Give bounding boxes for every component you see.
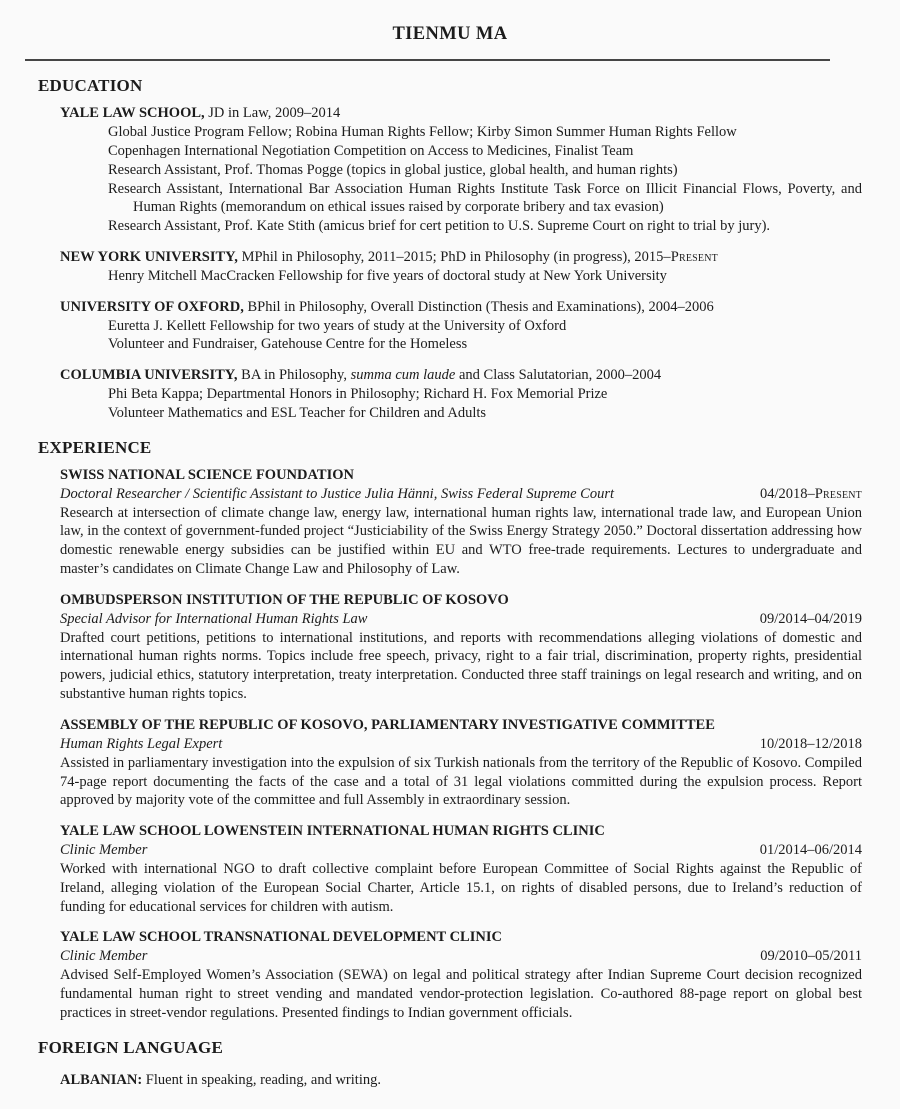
role-line: [60, 610, 862, 629]
foreign-language-heading: FOREIGN LANGUAGE: [38, 1037, 224, 1057]
education-entry-yale: [60, 104, 862, 236]
date-range: [760, 485, 862, 504]
organization-name: SWISS NATIONAL SCIENCE FOUNDATION: [60, 466, 354, 483]
institution-line: [60, 248, 862, 267]
institution-name: YALE LAW SCHOOL,: [60, 105, 205, 122]
experience-entry-snsf: [60, 466, 862, 579]
degree-info: and Class Salutatorian, 2000–2004: [455, 367, 662, 384]
degree-info: JD in Law, 2009–2014: [204, 105, 341, 122]
education-detail: Volunteer and Fundraiser, Gatehouse Centre for the Homeless: [108, 336, 468, 353]
institution-name: UNIVERSITY OF OXFORD,: [60, 298, 244, 315]
role-description: Drafted court petitions, petitions to international institutions, and reports with recommendations alleging violations of domestic and international human rights norms. Topics include free speech, privacy, right to a fair trial, discrimination, property rights, presidential powers, judicial ethics, statutory interpretation, treaty interpretation. Conducted three staff trainings on legal research and writing, and on substantive human rights topics.: [60, 629, 862, 703]
date-start: 09/2014–04/2019: [759, 610, 862, 627]
institution-line: [60, 366, 862, 385]
date-start: 10/2018–12/2018: [759, 735, 862, 752]
date-range: [760, 610, 862, 629]
institution-name: COLUMBIA UNIVERSITY,: [60, 367, 238, 384]
date-start: 01/2014–06/2014: [759, 842, 862, 859]
language-line: [60, 1071, 862, 1090]
education-entry-nyu: [60, 248, 862, 286]
education-detail: Research Assistant, International Bar Association Human Rights Institute Task Force on Illicit Financial Flows, Poverty, and Human Rights (memorandum on ethical issues raised by corporate bribery and tax evasion): [108, 180, 862, 216]
latin-honors: summa cum laude: [350, 367, 456, 384]
role-description: Research at intersection of climate change law, energy law, international human rights law, international trade law, and European Union law, in the context of government-funded project “Justiciability of the Swiss Energy Strategy 2050.” Doctoral dissertation addressing how domestic renewable energy subsidies can be justified within EU and WTO free-trade requirements. Lectures to undergraduate and master’s candidates on Climate Change Law and Philosophy of Law.: [60, 504, 862, 578]
education-detail: Research Assistant, Prof. Kate Stith (amicus brief for cert petition to U.S. Supreme Court on right to trial by jury).: [108, 218, 771, 235]
present-label: Present: [814, 485, 862, 502]
date-range: [760, 841, 862, 860]
role-title: Clinic Member: [60, 842, 148, 859]
section-experience: [38, 437, 862, 1023]
institution-line: [60, 298, 862, 317]
education-detail: Global Justice Program Fellow; Robina Human Rights Fellow; Kirby Simon Summer Human Rights Fellow: [108, 123, 737, 140]
experience-entry-transnational: [60, 928, 862, 1022]
organization-name: ASSEMBLY OF THE REPUBLIC OF KOSOVO, PARLIAMENTARY INVESTIGATIVE COMMITTEE: [60, 717, 715, 734]
role-line: [60, 735, 862, 754]
education-detail: Volunteer Mathematics and ESL Teacher for Children and Adults: [108, 404, 487, 421]
education-heading: EDUCATION: [38, 76, 143, 96]
education-entry-oxford: [60, 298, 862, 355]
organization-name: YALE LAW SCHOOL LOWENSTEIN INTERNATIONAL HUMAN RIGHTS CLINIC: [60, 823, 605, 840]
education-detail: Phi Beta Kappa; Departmental Honors in Philosophy; Richard H. Fox Memorial Prize: [108, 386, 608, 403]
institution-line: [60, 104, 862, 123]
degree-info: BPhil in Philosophy, Overall Distinction (Thesis and Examinations), 2004–2006: [243, 298, 714, 315]
date-range: [760, 735, 862, 754]
date-start: 04/2018–: [759, 485, 815, 502]
experience-entry-lowenstein: [60, 822, 862, 916]
date-range: [760, 947, 862, 966]
role-description: Worked with international NGO to draft collective complaint before European Committee of Social Rights against the Republic of Ireland, alleging violation of the European Social Charter, Article 15.1, on rights of disabled persons, due to Ireland’s reduction of funding for educational services for children with autism.: [60, 860, 862, 915]
education-detail: Copenhagen International Negotiation Competition on Access to Medicines, Finalist Team: [108, 142, 634, 159]
degree-info: MPhil in Philosophy, 2011–2015; PhD in Philosophy (in progress), 2015–: [237, 249, 671, 266]
role-description: Assisted in parliamentary investigation into the expulsion of six Turkish nationals from the territory of the Republic of Kosovo. Compiled 74-page report documenting the facts of the case and a total of 31 legal violations committed during the expulsion process. Report approved by majority vote of the committee and full Assembly in extraordinary session.: [60, 754, 862, 809]
date-start: 09/2010–05/2011: [760, 948, 862, 965]
role-title: Doctoral Researcher / Scientific Assistant to Justice Julia Hänni, Swiss Federal Supreme Court: [60, 485, 615, 502]
present-label: Present: [670, 249, 718, 266]
organization-name: YALE LAW SCHOOL TRANSNATIONAL DEVELOPMENT CLINIC: [60, 929, 502, 946]
education-detail: Euretta J. Kellett Fellowship for two years of study at the University of Oxford: [108, 317, 567, 334]
role-line: [60, 841, 862, 860]
role-line: [60, 947, 862, 966]
education-detail: Henry Mitchell MacCracken Fellowship for five years of doctoral study at New York University: [108, 267, 667, 284]
role-title: Special Advisor for International Human Rights Law: [60, 610, 368, 627]
experience-entry-assembly: [60, 716, 862, 810]
role-line: [60, 485, 862, 504]
person-name: TIENMU MA: [392, 24, 508, 44]
language-proficiency: Fluent in speaking, reading, and writing.: [142, 1071, 381, 1088]
institution-name: NEW YORK UNIVERSITY,: [60, 249, 238, 266]
organization-name: OMBUDSPERSON INSTITUTION OF THE REPUBLIC OF KOSOVO: [60, 591, 509, 608]
section-foreign-language: [38, 1037, 862, 1090]
role-title: Clinic Member: [60, 948, 148, 965]
role-title: Human Rights Legal Expert: [60, 735, 223, 752]
language-name: ALBANIAN:: [60, 1071, 143, 1088]
degree-info: BA in Philosophy,: [237, 367, 351, 384]
section-education: [38, 75, 862, 423]
experience-entry-ombudsperson: [60, 591, 862, 704]
education-entry-columbia: [60, 366, 862, 423]
role-description: Advised Self-Employed Women’s Association (SEWA) on legal and political strategy after Indian Supreme Court decision recognized fundamental human right to street vending and mandated vendor-protection legislation. Co-authored 88-page report on global best practices in street-vendor regulations. Presented findings to Indian government officials.: [60, 967, 862, 1021]
experience-heading: EXPERIENCE: [38, 437, 152, 457]
education-detail: Research Assistant, Prof. Thomas Pogge (topics in global justice, global health, and human rights): [108, 161, 678, 178]
header-divider: [25, 59, 830, 61]
